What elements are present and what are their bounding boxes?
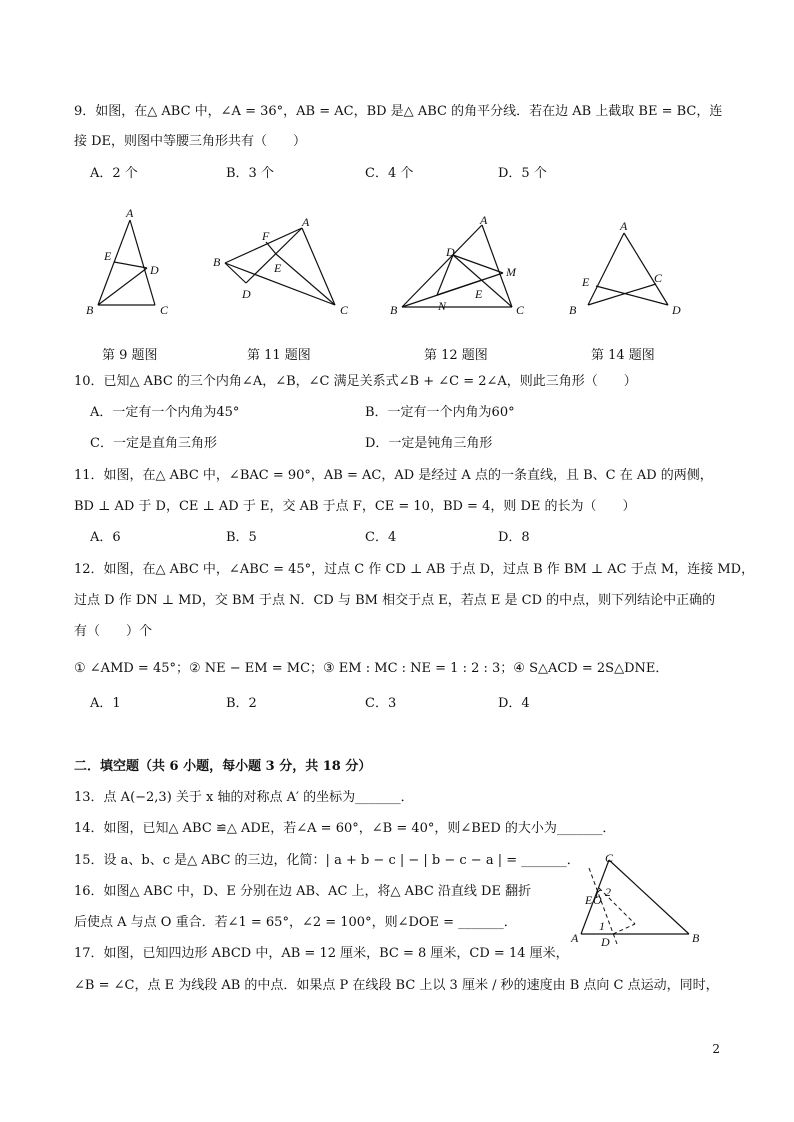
- q16-line2: 后使点 A 与点 O 重合．若∠1 = 65°，∠2 = 100°，则∠DOE = _______．: [74, 915, 517, 930]
- fig16-label-e: E: [585, 893, 593, 907]
- q17-line1: 17．如图，已知四边形 ABCD 中，AB = 12 厘米，BC = 8 厘米，CD = 14 厘米，: [74, 946, 569, 961]
- q10-line1: 10．已知△ ABC 的三个内角∠A，∠B，∠C 满足关系式∠B + ∠C = 2∠A，则此三角形（ ）: [74, 374, 637, 389]
- caption-fig9: 第 9 题图: [102, 348, 158, 363]
- fig14-label-d: D: [672, 303, 681, 317]
- figure-16: [565, 848, 715, 948]
- q12-option-d: D．4: [498, 696, 530, 711]
- q11-option-a: A．6: [90, 530, 121, 545]
- fig9-label-c: C: [160, 303, 169, 317]
- fig11-label-e: E: [274, 261, 282, 275]
- q12-line1: 12．如图，在△ ABC 中，∠ABC = 45°，过点 C 作 CD ⊥ AB 于点 D，过点 B 作 BM ⊥ AC 于点 M，连接 MD，: [74, 562, 755, 577]
- q11-option-c: C．4: [365, 530, 397, 545]
- q12-option-b: B．2: [226, 696, 257, 711]
- q12-line4: ① ∠AMD = 45°；② NE − EM = MC；③ EM : MC : NE = 1 : 2 : 3；④ S△ACD = 2S△DNE．: [74, 661, 669, 676]
- fig16-label-1: 1: [599, 919, 605, 933]
- fig16-label-o: O: [593, 893, 602, 907]
- figures-row: [70, 200, 710, 330]
- q12-option-c: C．3: [365, 696, 397, 711]
- q9-option-a: A．2 个: [90, 166, 138, 181]
- q12-option-a: A．1: [90, 696, 121, 711]
- q10-option-b: B．一定有一个内角为60°: [365, 405, 515, 420]
- fig9-label-e: E: [104, 249, 112, 263]
- figure-12: [402, 225, 512, 307]
- q9-option-c: C．4 个: [365, 166, 414, 181]
- q9-option-b: B．3 个: [226, 166, 274, 181]
- fig14-label-c: C: [654, 271, 663, 285]
- fig12-label-d: D: [446, 245, 455, 259]
- q10-option-a: A．一定有一个内角为45°: [90, 405, 240, 420]
- fig16-label-a: A: [571, 931, 579, 945]
- fig16-label-c: C: [605, 851, 614, 865]
- q15-line1: 15．设 a、b、c 是△ ABC 的三边，化简：| a + b − c | − | b − c − a | = _______．: [74, 853, 580, 868]
- q10-option-d: D．一定是钝角三角形: [365, 436, 493, 451]
- caption-fig12: 第 12 题图: [424, 348, 488, 363]
- fig12-label-m: M: [506, 265, 516, 279]
- fig12-label-b: B: [390, 303, 398, 317]
- fig12-label-c: C: [516, 303, 525, 317]
- fig9-label-d: D: [150, 263, 159, 277]
- q9-line1: 9．如图，在△ ABC 中，∠A = 36°，AB = AC，BD 是△ ABC 的角平分线．若在边 AB 上截取 BE = BC，连: [74, 104, 723, 119]
- fig11-label-c: C: [340, 303, 349, 317]
- caption-fig14: 第 14 题图: [591, 348, 655, 363]
- q11-line1: 11．如图，在△ ABC 中，∠BAC = 90°，AB = AC，AD 是经过 A 点的一条直线，且 B、C 在 AD 的两侧，: [74, 468, 713, 483]
- fig14-label-a: A: [620, 219, 628, 233]
- fig14-label-e: E: [582, 275, 590, 289]
- fig11-label-f: F: [262, 229, 270, 243]
- q11-line2: BD ⊥ AD 于 D，CE ⊥ AD 于 E，交 AB 于点 F，CE = 10，BD = 4，则 DE 的长为（ ）: [74, 499, 636, 514]
- page-number: 2: [712, 1042, 720, 1056]
- fig11-label-d: D: [242, 287, 251, 301]
- fig11-label-b: B: [213, 255, 221, 269]
- caption-fig11: 第 11 题图: [247, 348, 311, 363]
- fig16-label-2: 2: [605, 885, 611, 899]
- fig16-label-b: B: [692, 931, 700, 945]
- fig12-label-a: A: [480, 213, 488, 227]
- fig11-label-a: A: [302, 215, 310, 229]
- section-2-title: 二．填空题（共 6 小题，每小题 3 分，共 18 分）: [74, 759, 372, 774]
- q11-option-d: D．8: [498, 530, 530, 545]
- q14-line1: 14．如图，已知△ ABC ≌△ ADE，若∠A = 60°，∠B = 40°，则∠BED 的大小为_______．: [74, 821, 616, 836]
- q12-line3: 有（ ）个: [74, 624, 153, 639]
- q12-line2: 过点 D 作 DN ⊥ MD，交 BM 于点 N．CD 与 BM 相交于点 E，若点 E 是 CD 的中点，则下列结论中正确的: [74, 593, 716, 608]
- figure-14: [588, 233, 668, 305]
- fig12-label-n: N: [438, 299, 447, 313]
- fig9-label-a: A: [126, 206, 134, 220]
- q9-option-d: D．5 个: [498, 166, 547, 181]
- q9-line2: 接 DE，则图中等腰三角形共有（ ）: [74, 134, 307, 149]
- fig9-label-b: B: [86, 303, 94, 317]
- fig16-label-d: D: [601, 935, 610, 948]
- q10-option-c: C．一定是直角三角形: [90, 436, 217, 451]
- q17-line2: ∠B = ∠C，点 E 为线段 AB 的中点．如果点 P 在线段 BC 上以 3 厘米 / 秒的速度由 B 点向 C 点运动，同时，: [74, 978, 719, 993]
- fig14-label-b: B: [569, 303, 577, 317]
- q16-line1: 16．如图△ ABC 中，D、E 分别在边 AB、AC 上，将△ ABC 沿直线 DE 翻折: [74, 884, 532, 899]
- q11-option-b: B．5: [226, 530, 257, 545]
- q13-line1: 13．点 A(−2,3) 关于 x 轴的对称点 A′ 的坐标为_______．: [74, 790, 414, 805]
- fig12-label-e: E: [475, 287, 483, 301]
